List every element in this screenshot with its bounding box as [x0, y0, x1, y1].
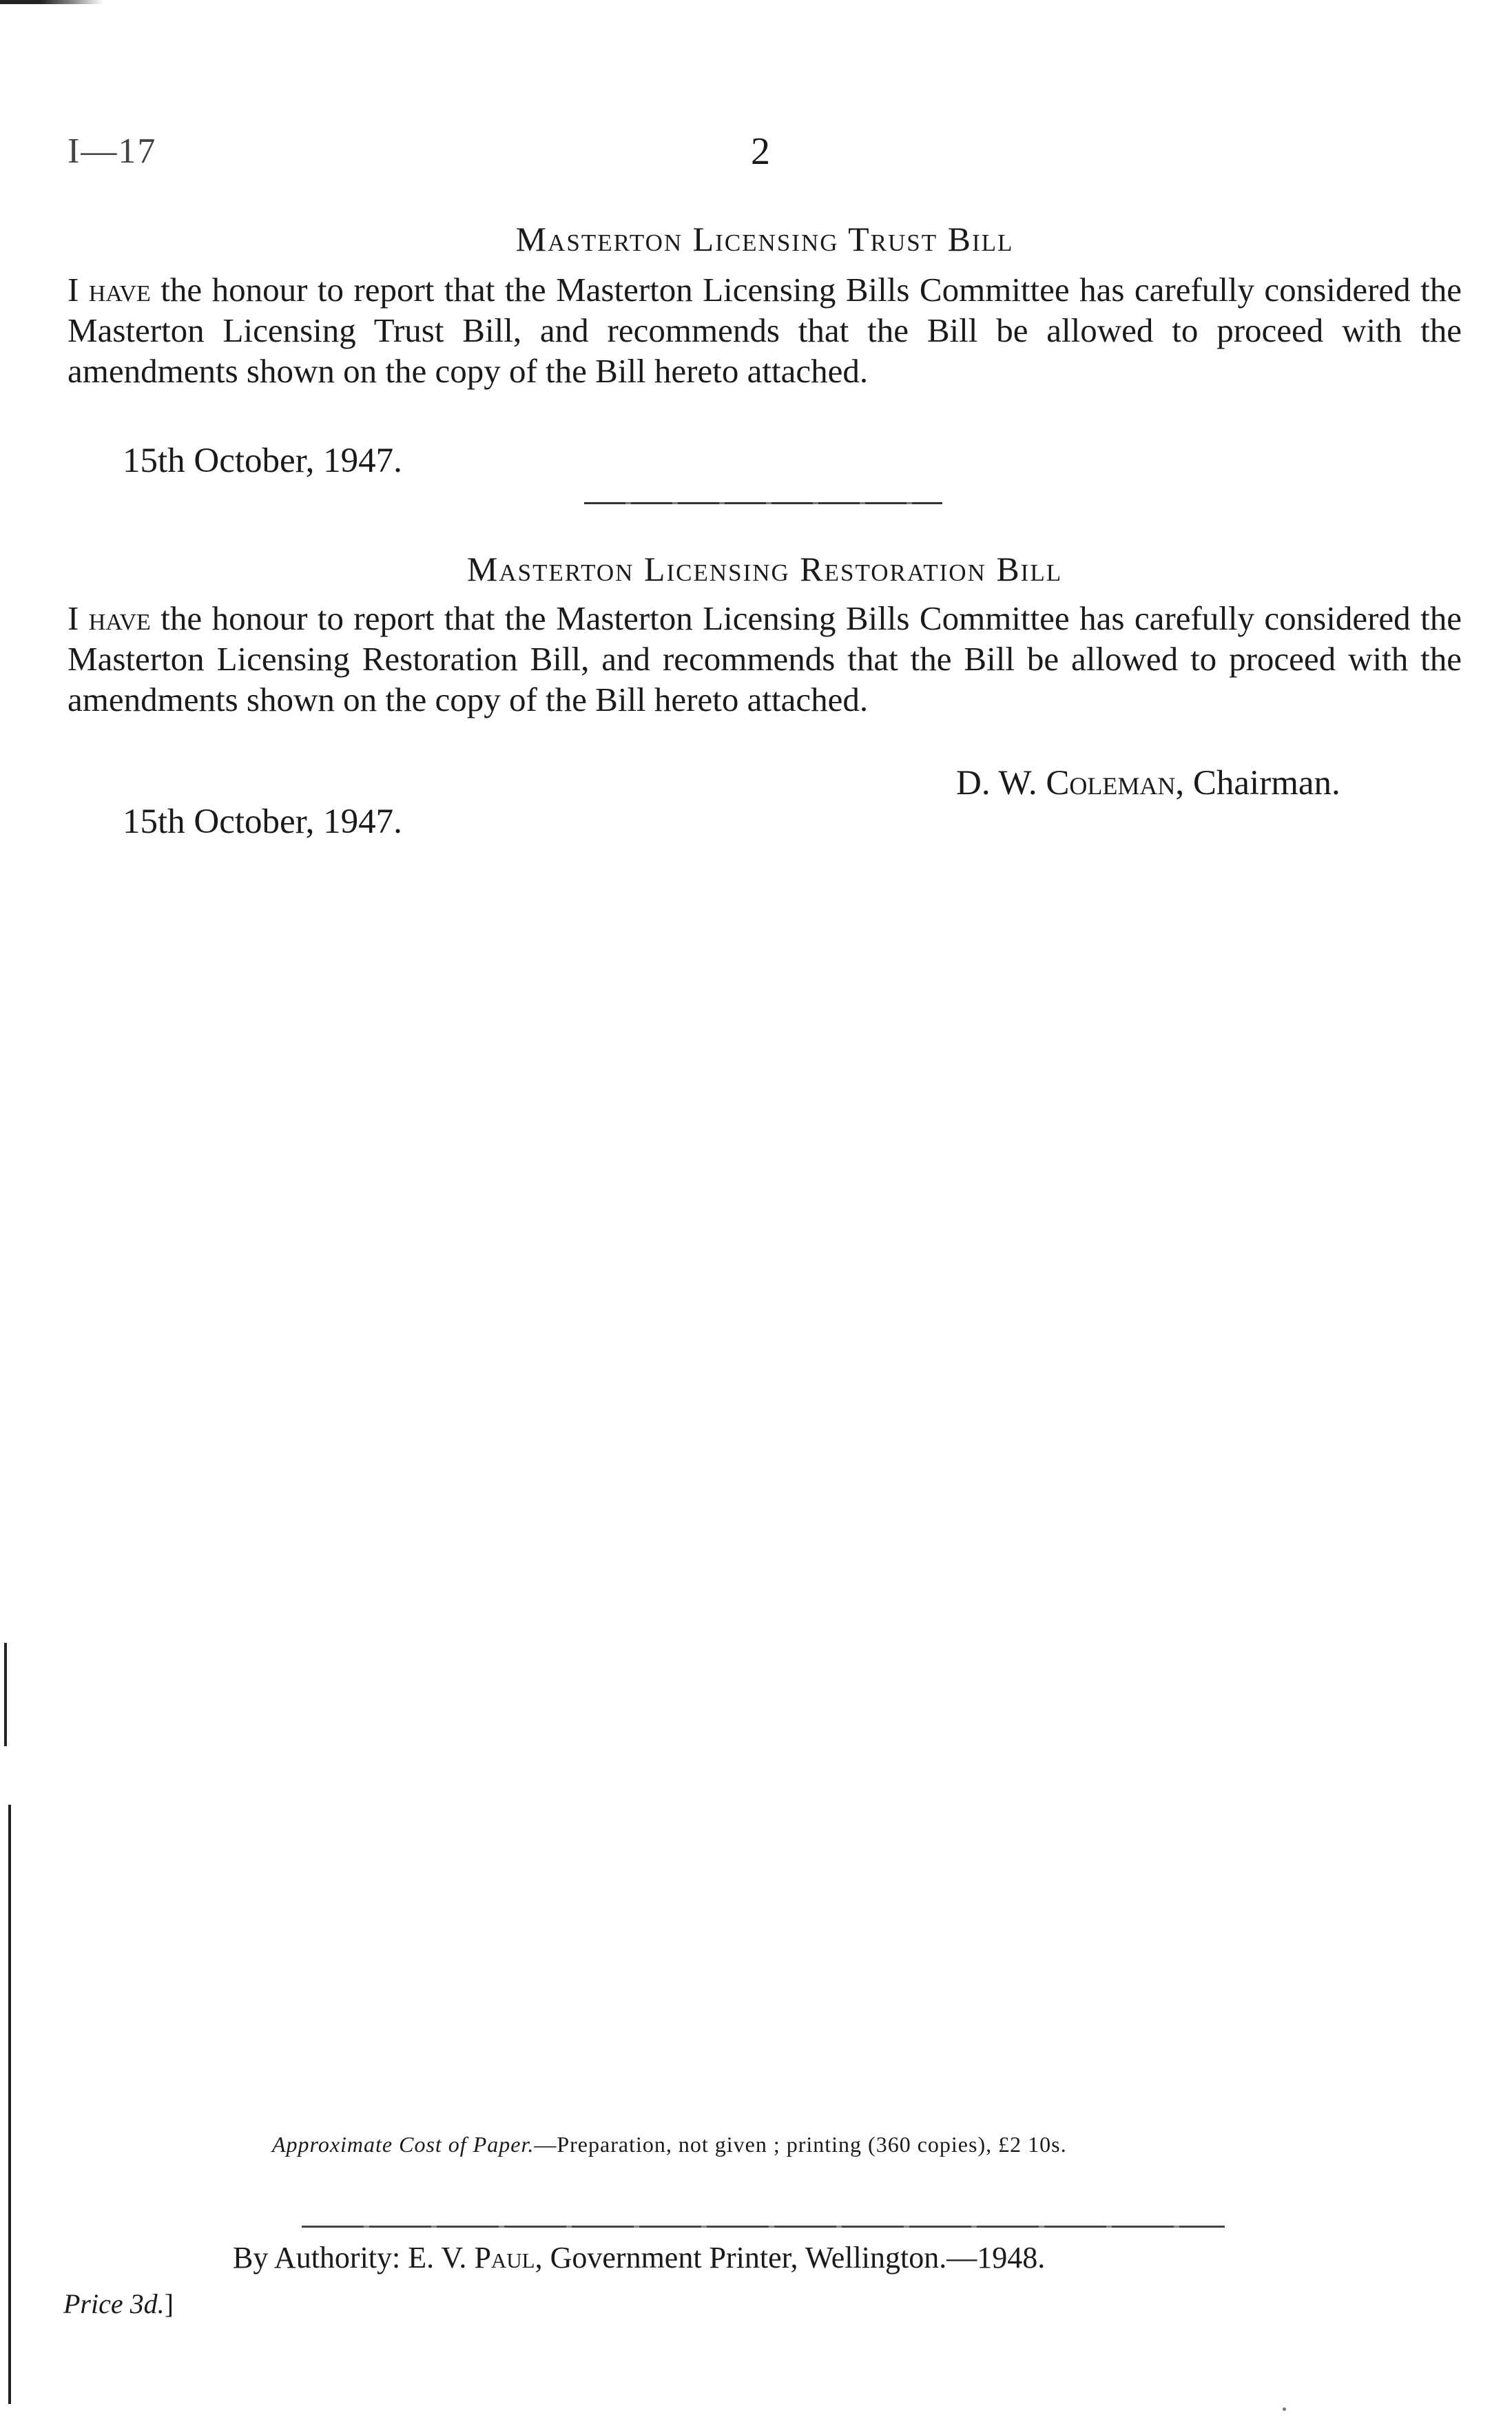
- printer-name: Paul: [474, 2241, 535, 2275]
- report-paragraph-trust-bill: [68, 269, 1462, 391]
- report-body: the honour to report that the Masterton Licensing Bills Committee has carefully considered the Masterton Licensing Trust Bill, and recommends that the Bill be allowed to proceed with the amendments shown on the copy of the Bill hereto attached.: [68, 271, 1462, 390]
- margin-line-lower: [8, 1805, 11, 2404]
- price-bracket: ]: [164, 2288, 174, 2319]
- price: [63, 2288, 174, 2320]
- speck: [1283, 2407, 1286, 2411]
- price-label: Price 3d.: [63, 2288, 165, 2319]
- report-date-trust-bill: 15th October, 1947.: [123, 442, 402, 480]
- report-lead: I have: [68, 271, 151, 309]
- signature-line: [956, 763, 1340, 803]
- printer-authority: [233, 2240, 1045, 2275]
- scan-mark: [0, 0, 103, 4]
- cost-text: —Preparation, not given ; printing (360 copies), £2 10s.: [534, 2132, 1067, 2157]
- section-divider: [584, 502, 942, 504]
- cost-note: [272, 2132, 1067, 2157]
- report-date-restoration-bill: 15th October, 1947.: [123, 802, 402, 841]
- report-body: the honour to report that the Masterton Licensing Bills Committee has carefully considered the Masterton Licensing Restoration Bill, and recommends that the Bill be allowed to proceed with the amendments shown on the copy of the Bill hereto attached.: [68, 599, 1462, 718]
- cost-label: Approximate Cost of Paper.: [272, 2132, 535, 2157]
- footer-divider: [302, 2226, 1225, 2228]
- margin-line-upper: [4, 1643, 7, 1746]
- signatory-initials: D. W.: [956, 764, 1037, 802]
- document-reference: I—17: [68, 132, 157, 171]
- page-number: 2: [751, 130, 770, 173]
- authority-suffix: , Government Printer, Wellington.—1948.: [535, 2241, 1046, 2275]
- report-paragraph-restoration-bill: [68, 598, 1462, 720]
- signatory-name: Coleman: [1046, 764, 1176, 802]
- report-lead: I have: [68, 599, 151, 637]
- section-title-restoration-bill: Masterton Licensing Restoration Bill: [466, 550, 1063, 588]
- section-title-trust-bill: Masterton Licensing Trust Bill: [515, 220, 1014, 258]
- signatory-role: , Chairman.: [1175, 764, 1340, 802]
- authority-prefix: By Authority: E. V.: [233, 2241, 467, 2275]
